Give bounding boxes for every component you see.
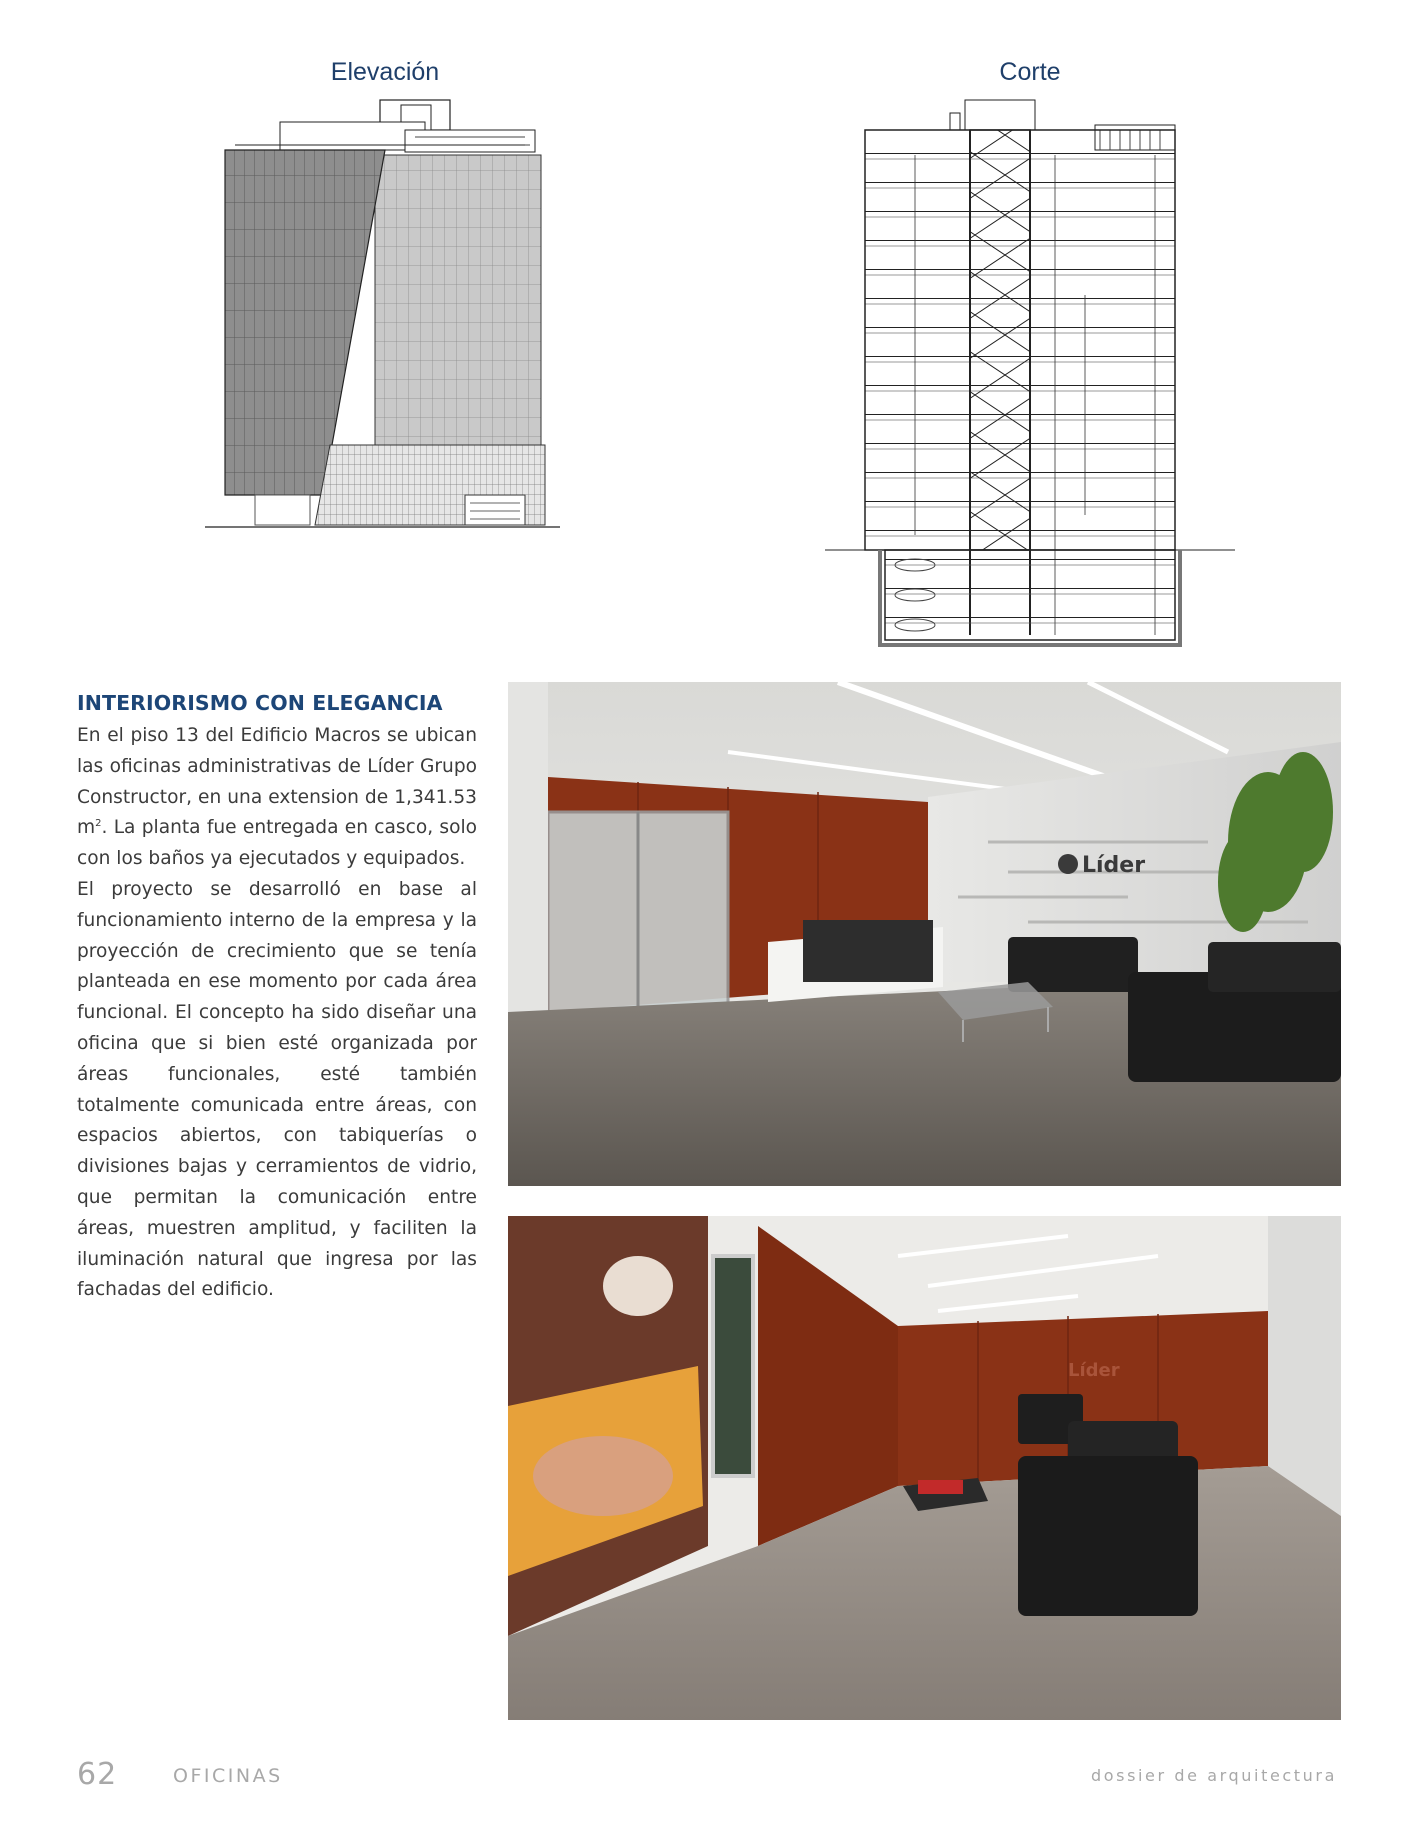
photo1-logo: Líder [1082,853,1146,878]
article-paragraph-1 [77,721,477,875]
article-heading: INTERIORISMO CON ELEGANCIA [77,691,443,715]
article-paragraph-2: El proyecto se desarrolló en base al funcionamiento interno de la empresa y la proyección de crecimiento que se tenía planteada en ese momento por cada área funcional. El concepto ha sido diseñar una oficina que si bien esté organizada por áreas funcionales, esté también totalmente comunicada entre áreas, con espacios abiertos, con tabiquerías o divisiones bajas y cerramientos de vidrio, que permitan la comunicación entre áreas, muestren amplitud, y faciliten la iluminación natural que ingresa por las fachadas del edificio. [77,878,477,1301]
elevation-title: Elevación [330,58,440,86]
reception-photo [508,682,1341,1186]
section-drawing [825,95,1245,655]
p1-text: En el piso 13 del Edificio Macros se ubican las oficinas administrativas de Líder Grupo Constructor, en una extension de 1,341.53 m [77,725,477,839]
p1-text-end: . La planta fue entregada en casco, solo con los baños ya ejecutados y equipados. [77,817,477,870]
p1-superscript: 2 [95,818,102,830]
section-name: OFICINAS [173,1765,283,1787]
article [77,691,477,1306]
page-number: 62 [77,1757,118,1792]
photo2-logo: Líder [1068,1360,1120,1381]
section-title: Corte [999,58,1061,86]
elevation-drawing [205,95,565,535]
publication-name: dossier de arquitectura [1090,1766,1337,1785]
lobby-photo [508,1216,1341,1720]
